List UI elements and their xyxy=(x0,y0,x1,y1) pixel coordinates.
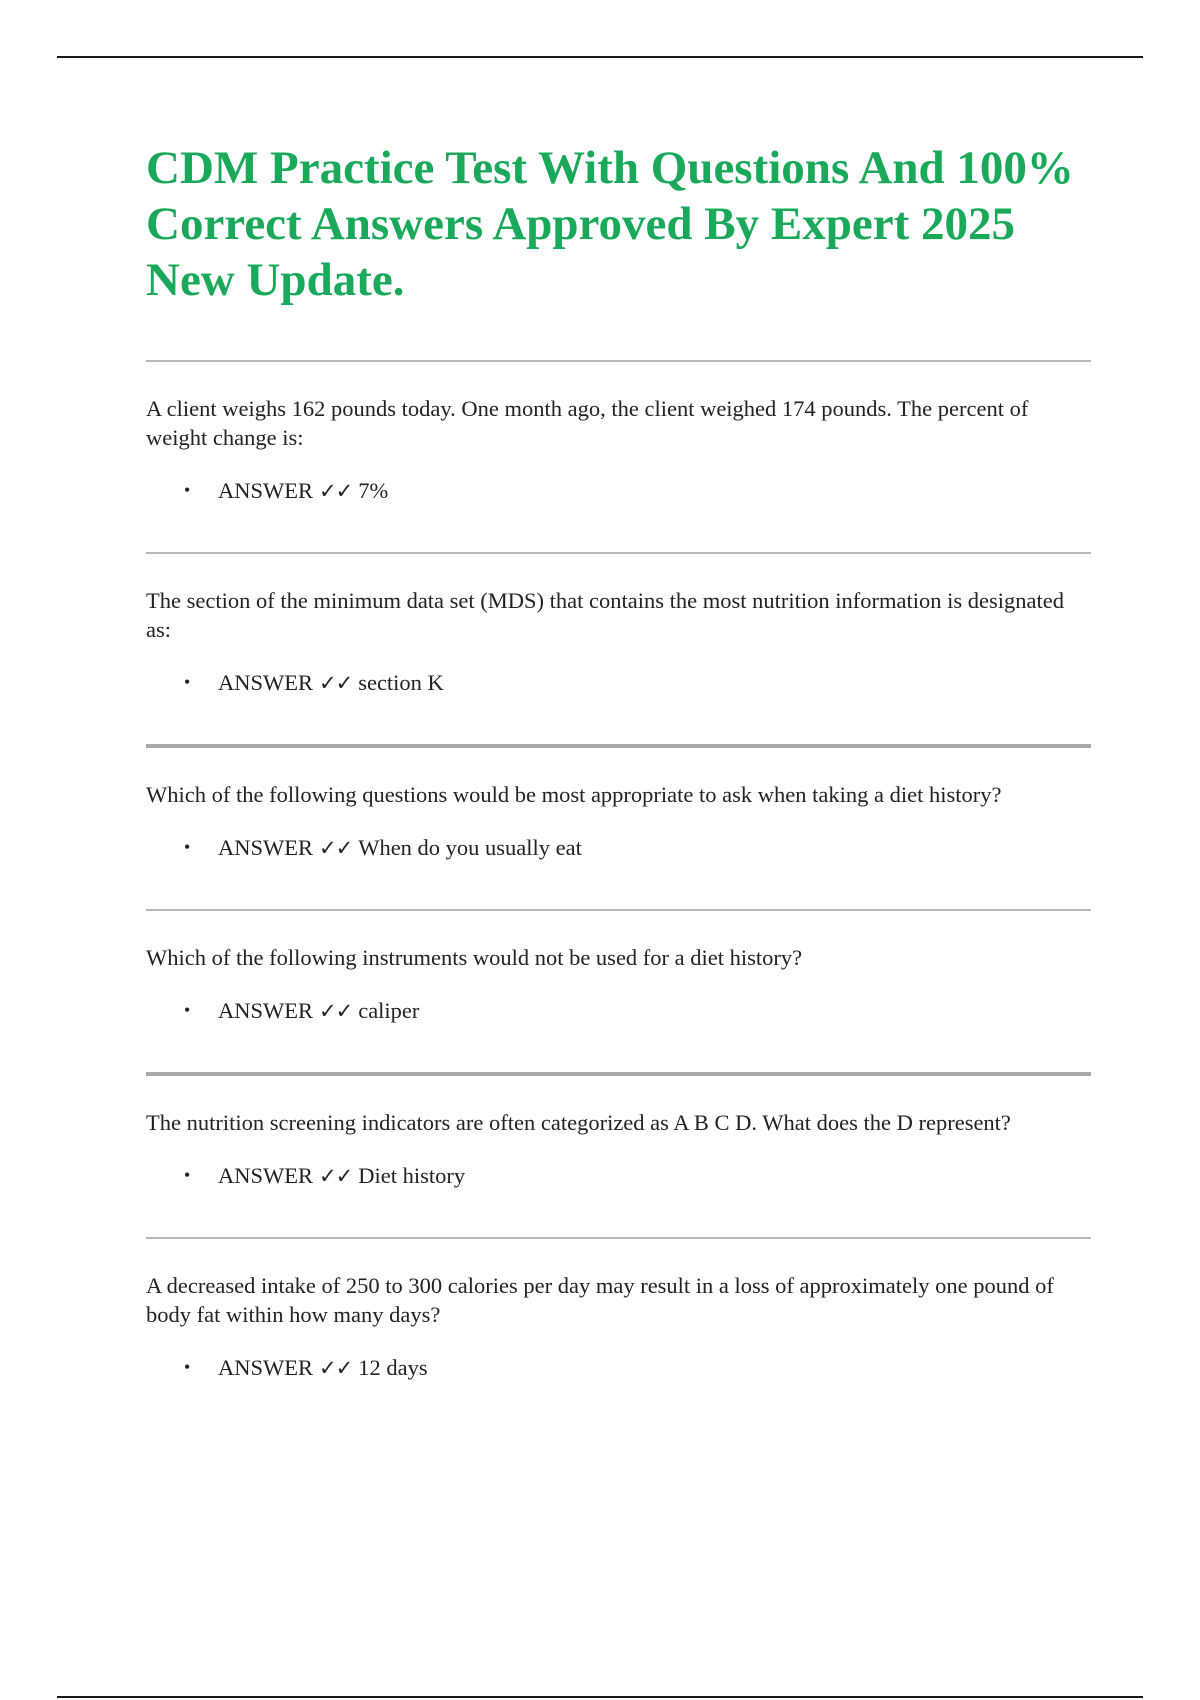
question-text: Which of the following questions would be most appropriate to ask when taking a diet history? xyxy=(146,782,1002,807)
qa-item xyxy=(146,552,1091,744)
question-text: The nutrition screening indicators are often categorized as A B C D. What does the D represent? xyxy=(146,1110,1011,1135)
bullet-icon: • xyxy=(184,672,191,692)
double-check-icon: ✓✓ xyxy=(319,1164,353,1188)
double-check-icon: ✓✓ xyxy=(319,836,353,860)
double-check-icon: ✓✓ xyxy=(319,999,353,1023)
answer-text: section K xyxy=(358,670,444,695)
answer-label: ANSWER xyxy=(218,478,313,503)
answer-text: Diet history xyxy=(358,1163,466,1188)
document-body xyxy=(146,140,1091,1429)
double-check-icon: ✓✓ xyxy=(319,1356,353,1380)
bullet-icon: • xyxy=(184,1165,191,1185)
answer-label: ANSWER xyxy=(218,670,313,695)
answer-text: caliper xyxy=(358,998,420,1023)
answer-item xyxy=(184,668,1091,698)
answer-label: ANSWER xyxy=(218,1163,313,1188)
bullet-icon: • xyxy=(184,1357,191,1377)
answer-text: 7% xyxy=(358,478,389,503)
answer-list xyxy=(146,668,1091,744)
qa-item xyxy=(146,1072,1091,1237)
bullet-icon: • xyxy=(184,837,191,857)
document-title: CDM Practice Test With Questions And 100% Correct Answers Approved By Expert 2025 New Update. xyxy=(146,142,1074,306)
answer-text: 12 days xyxy=(358,1355,428,1380)
question-text: Which of the following instruments would not be used for a diet history? xyxy=(146,945,803,970)
answer-item xyxy=(184,833,1091,863)
bullet-icon: • xyxy=(184,480,191,500)
answer-text: When do you usually eat xyxy=(358,835,582,860)
answer-list xyxy=(146,1353,1091,1429)
answer-label: ANSWER xyxy=(218,1355,313,1380)
answer-label: ANSWER xyxy=(218,998,313,1023)
answer-list xyxy=(146,996,1091,1072)
answer-item xyxy=(184,1353,1091,1383)
question-text: A client weighs 162 pounds today. One month ago, the client weighed 174 pounds. The percent of weight change is: xyxy=(146,396,1029,450)
double-check-icon: ✓✓ xyxy=(319,671,353,695)
double-check-icon: ✓✓ xyxy=(319,479,353,503)
answer-list xyxy=(146,833,1091,909)
question-text: The section of the minimum data set (MDS) that contains the most nutrition information is designated as: xyxy=(146,588,1064,642)
answer-list xyxy=(146,476,1091,552)
qa-item xyxy=(146,1237,1091,1429)
question-text: A decreased intake of 250 to 300 calories per day may result in a loss of approximately one pound of body fat within how many days? xyxy=(146,1273,1054,1327)
answer-item xyxy=(184,1161,1091,1191)
page-bottom-rule xyxy=(57,1696,1143,1698)
answer-list xyxy=(146,1161,1091,1237)
qa-item xyxy=(146,360,1091,552)
answer-item xyxy=(184,476,1091,506)
qa-item xyxy=(146,909,1091,1072)
bullet-icon: • xyxy=(184,1000,191,1020)
answer-item xyxy=(184,996,1091,1026)
page-top-rule xyxy=(57,56,1143,58)
qa-item xyxy=(146,744,1091,909)
answer-label: ANSWER xyxy=(218,835,313,860)
qa-list xyxy=(146,360,1091,1429)
